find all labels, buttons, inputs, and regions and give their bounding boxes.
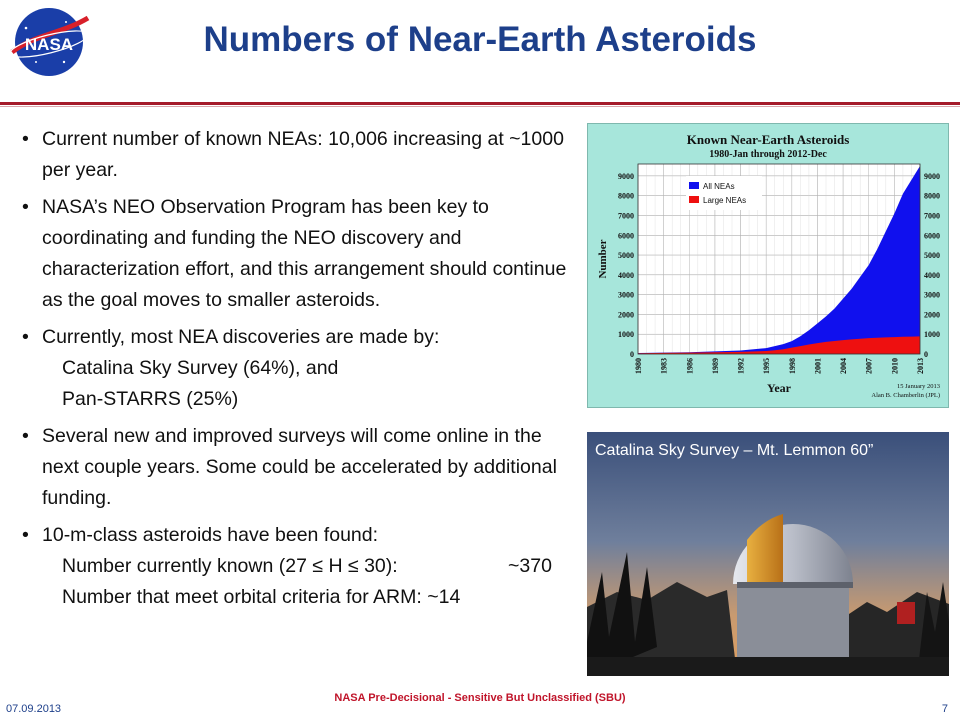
x-axis-label: Year bbox=[767, 381, 791, 395]
x-tick-label: 1989 bbox=[710, 358, 720, 374]
y-tick-label-right: 1000 bbox=[924, 330, 940, 340]
legend-swatch bbox=[689, 182, 699, 189]
chart-title: Known Near-Earth Asteroids bbox=[686, 132, 850, 147]
x-tick-label: 1980 bbox=[634, 358, 643, 374]
bullet-text: Several new and improved surveys will come online in the next couple years. Some could be accelerated by additional funding. bbox=[42, 425, 557, 509]
y-tick-label: 4000 bbox=[618, 270, 634, 280]
y-tick-label: 7000 bbox=[618, 211, 634, 221]
y-tick-label-right: 0 bbox=[924, 350, 928, 359]
y-tick-label: 1000 bbox=[618, 330, 634, 340]
x-tick-label: 1986 bbox=[685, 358, 695, 374]
nea-chart bbox=[587, 123, 949, 408]
y-tick-label: 3000 bbox=[618, 290, 634, 300]
logo-text: NASA bbox=[24, 35, 74, 54]
chart-date-note: 15 January 2013 bbox=[897, 383, 940, 390]
nasa-logo bbox=[6, 4, 92, 80]
bullet-list bbox=[22, 124, 582, 619]
legend-label: Large NEAs bbox=[703, 196, 747, 205]
y-tick-label: 2000 bbox=[618, 310, 634, 320]
bullet-neo-program bbox=[22, 192, 582, 316]
x-tick-label: 2013 bbox=[916, 358, 925, 374]
y-tick-label-right: 3000 bbox=[924, 290, 940, 300]
x-tick-label: 2010 bbox=[890, 358, 900, 374]
y-tick-label-right: 7000 bbox=[924, 211, 940, 221]
bullet-text: NASA’s NEO Observation Program has been key to coordinating and funding the NEO discovery and characterization effort, and this arrangement should continue as the goal moves to smaller asteroids. bbox=[42, 196, 567, 311]
sub-item: Catalina Sky Survey (64%), and bbox=[62, 357, 339, 379]
footer-classification: NASA Pre-Decisional - Sensitive But Unclassified (SBU) bbox=[334, 692, 626, 704]
x-tick-label: 1995 bbox=[762, 358, 772, 374]
bullet-new-surveys bbox=[22, 421, 582, 514]
x-tick-label: 2001 bbox=[813, 358, 823, 374]
x-tick-label: 2007 bbox=[864, 358, 874, 374]
sub-value: ~370 bbox=[508, 555, 552, 577]
bullet-text: 10-m-class asteroids have been found: bbox=[42, 524, 379, 546]
y-tick-label-right: 9000 bbox=[924, 171, 940, 181]
slide-title: Numbers of Near-Earth Asteroids bbox=[203, 20, 757, 59]
sub-value: ~14 bbox=[427, 586, 461, 608]
x-tick-label: 2004 bbox=[839, 358, 849, 374]
title-rule-thin bbox=[0, 106, 960, 107]
bullet-discoveries bbox=[22, 322, 582, 415]
page-number: 7 bbox=[941, 703, 948, 715]
sub-item-arm bbox=[42, 582, 582, 613]
y-ticks-left bbox=[618, 172, 634, 359]
sub-label: Number currently known (27 ≤ H ≤ 30): bbox=[62, 555, 398, 577]
y-tick-label-right: 4000 bbox=[924, 270, 940, 280]
legend-label: All NEAs bbox=[703, 182, 735, 191]
photo-caption: Catalina Sky Survey – Mt. Lemmon 60” bbox=[595, 442, 874, 459]
y-tick-label: 6000 bbox=[618, 231, 634, 241]
observatory-image bbox=[587, 432, 949, 676]
y-tick-label-right: 5000 bbox=[924, 251, 940, 261]
footer-date: 07.09.2013 bbox=[6, 703, 62, 715]
bullet-dot: • bbox=[22, 326, 29, 348]
nea-chart-svg bbox=[588, 124, 948, 407]
y-tick-label: 9000 bbox=[618, 171, 634, 181]
y-tick-label-right: 6000 bbox=[924, 231, 940, 241]
y-tick-label-right: 2000 bbox=[924, 310, 940, 320]
x-tick-label: 1998 bbox=[787, 358, 797, 374]
bullet-known-neas bbox=[22, 124, 582, 186]
legend bbox=[686, 176, 762, 210]
y-tick-label: 0 bbox=[630, 350, 634, 359]
sub-item-known bbox=[42, 551, 582, 582]
x-tick-label: 1992 bbox=[736, 358, 746, 374]
y-tick-label: 8000 bbox=[618, 191, 634, 201]
bullet-dot: • bbox=[22, 425, 29, 447]
x-tick-label: 1983 bbox=[659, 358, 669, 374]
chart-author-note: Alan B. Chamberlin (JPL) bbox=[871, 392, 940, 399]
bullet-10m-asteroids bbox=[22, 520, 582, 613]
telescope-photo bbox=[587, 432, 949, 676]
bullet-dot: • bbox=[22, 524, 29, 546]
chart-subtitle: 1980-Jan through 2012-Dec bbox=[709, 149, 827, 160]
bullet-dot: • bbox=[22, 196, 29, 218]
bullet-dot: • bbox=[22, 128, 29, 150]
y-tick-label: 5000 bbox=[618, 251, 634, 261]
legend-swatch bbox=[689, 196, 699, 203]
x-ticks bbox=[634, 358, 925, 374]
sub-item: Pan-STARRS (25%) bbox=[62, 388, 239, 410]
sub-label: Number that meet orbital criteria for ARM: bbox=[62, 586, 422, 608]
bullet-text: Current number of known NEAs: 10,006 increasing at ~1000 per year. bbox=[42, 128, 564, 181]
y-tick-label-right: 8000 bbox=[924, 191, 940, 201]
y-ticks-right bbox=[924, 172, 940, 359]
title-rule bbox=[0, 102, 960, 105]
y-axis-label: Number bbox=[597, 239, 609, 279]
bullet-text: Currently, most NEA discoveries are made by: bbox=[42, 326, 440, 348]
